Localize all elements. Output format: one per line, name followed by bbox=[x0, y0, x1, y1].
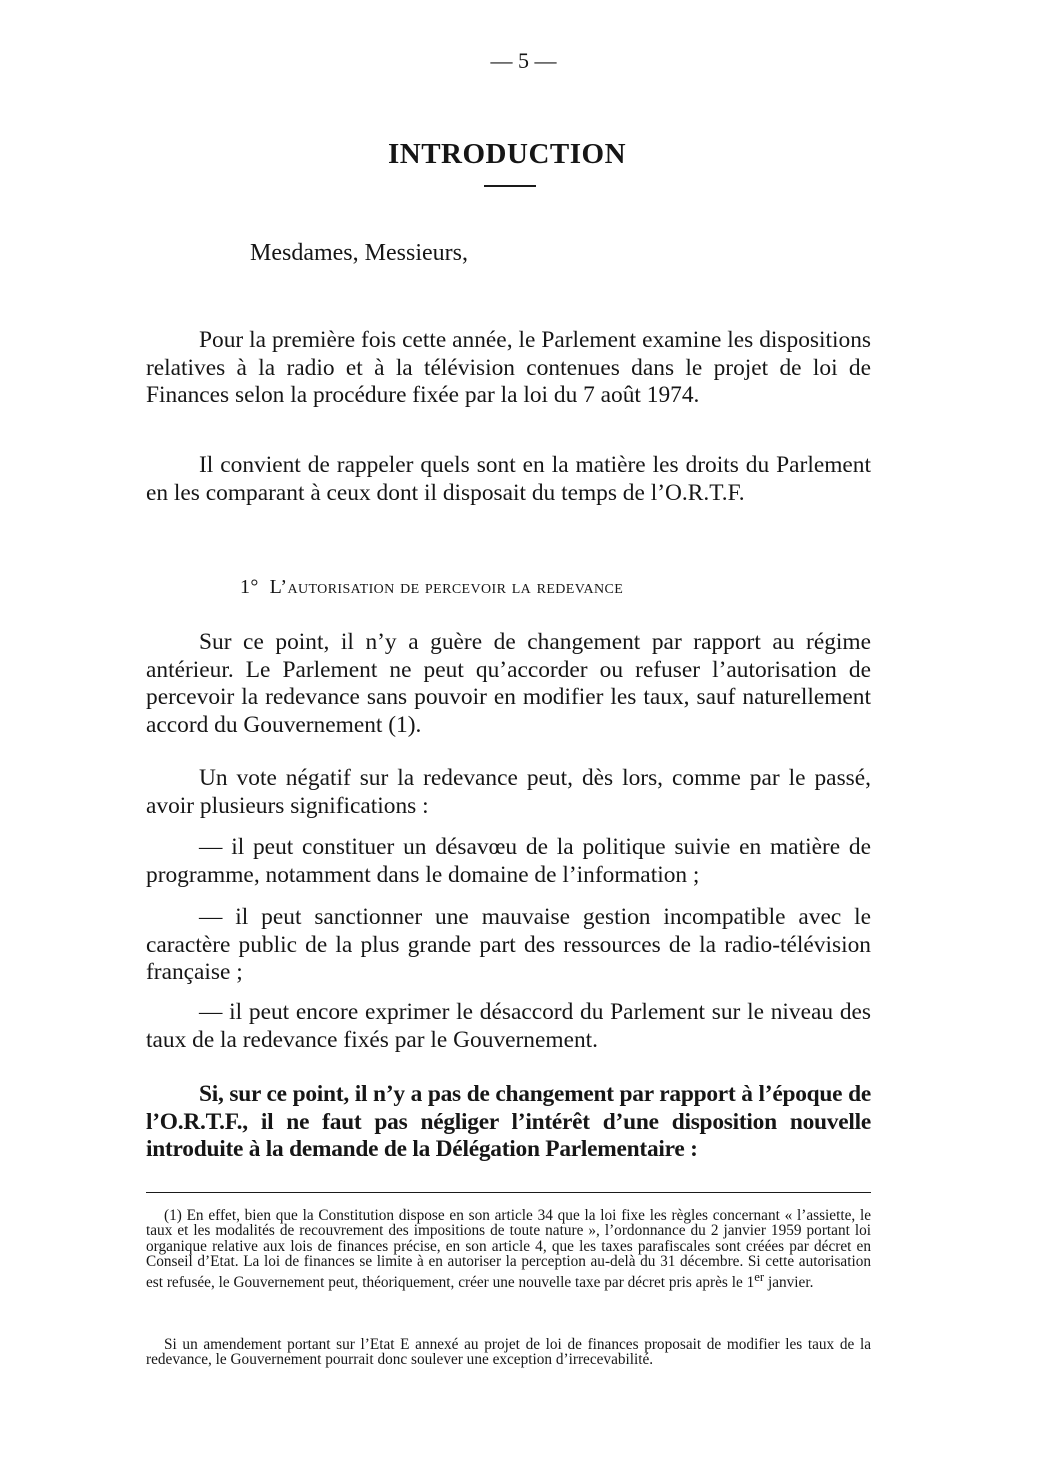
footnote-2: Si un amendement portant sur l’Etat E annexé au projet de loi de finances proposait de modifier les taux de la redevance, le Gouvernement pourrait donc soulever une exception d’irrecevabilité. bbox=[146, 1336, 871, 1369]
section-title: L’autorisation de percevoir la redevance bbox=[269, 576, 624, 598]
footnote-1-text: (1) En effet, bien que la Constitution dispose en son article 34 que la loi fixe les règles concernant « l’assiette, le taux et les modalités de recouvrement des impositions de toute nature », l’ordonnance du 2 janvier 1959 portant loi organique relative aux lois de finances précise, en son article 4, que les taxes parafiscales sont créées par décret en Conseil d’Etat. La loi de finances se limite à en autoriser la perception au-delà du 31 décembre. Si cette autorisation est refusée, le Gouvernement peut, théoriquement, créer une nouvelle taxe par décret pris après le bbox=[146, 1207, 871, 1291]
footnote-1-ordinal: 1 bbox=[746, 1273, 755, 1291]
section-number: 1° bbox=[240, 576, 259, 598]
page-number: — 5 — bbox=[490, 48, 557, 73]
footnote-1-end: janvier. bbox=[764, 1273, 814, 1291]
footnote-1 bbox=[146, 1208, 871, 1290]
page-title: INTRODUCTION bbox=[387, 138, 627, 170]
footnote-divider bbox=[146, 1192, 871, 1193]
regime-paragraph: Sur ce point, il n’y a guère de changement par rapport au régime antérieur. Le Parlement ne peut qu’accorder ou refuser l’autorisation de percevoir la redevance sans pouvoir en modifier les taux, sauf naturellement accord du Gouvernement (1). bbox=[146, 629, 871, 738]
list-item: — il peut encore exprimer le désaccord du Parlement sur le niveau des taux de la redevance fixés par le Gouvernement. bbox=[146, 999, 871, 1053]
list-item: — il peut constituer un désavœu de la politique suivie en matière de programme, notamment dans le domaine de l’information ; bbox=[146, 834, 871, 888]
intro-paragraph: Pour la première fois cette année, le Parlement examine les dispositions relatives à la radio et à la télévision contenues dans le projet de loi de Finances selon la procédure fixée par la loi du 7 août 1974. bbox=[146, 327, 871, 409]
vote-paragraph: Un vote négatif sur la redevance peut, dès lors, comme par le passé, avoir plusieurs significations : bbox=[146, 765, 871, 819]
footnote-1-ordinal-suffix: er bbox=[754, 1269, 765, 1284]
title-underline bbox=[484, 185, 536, 187]
salutation: Mesdames, Messieurs, bbox=[250, 240, 468, 266]
bold-paragraph: Si, sur ce point, il n’y a pas de changement par rapport à l’époque de l’O.R.T.F., il ne faut pas négliger l’intérêt d’une disposition nouvelle introduite à la demande de la Délégation Parlementaire : bbox=[146, 1081, 871, 1163]
section-heading bbox=[240, 576, 623, 599]
list-item: — il peut sanctionner une mauvaise gestion incompatible avec le caractère public de la plus grande part des ressources de la radio-télévision française ; bbox=[146, 904, 871, 986]
rights-paragraph: Il convient de rappeler quels sont en la matière les droits du Parlement en les comparant à ceux dont il disposait du temps de l’O.R.T.F. bbox=[146, 452, 871, 506]
